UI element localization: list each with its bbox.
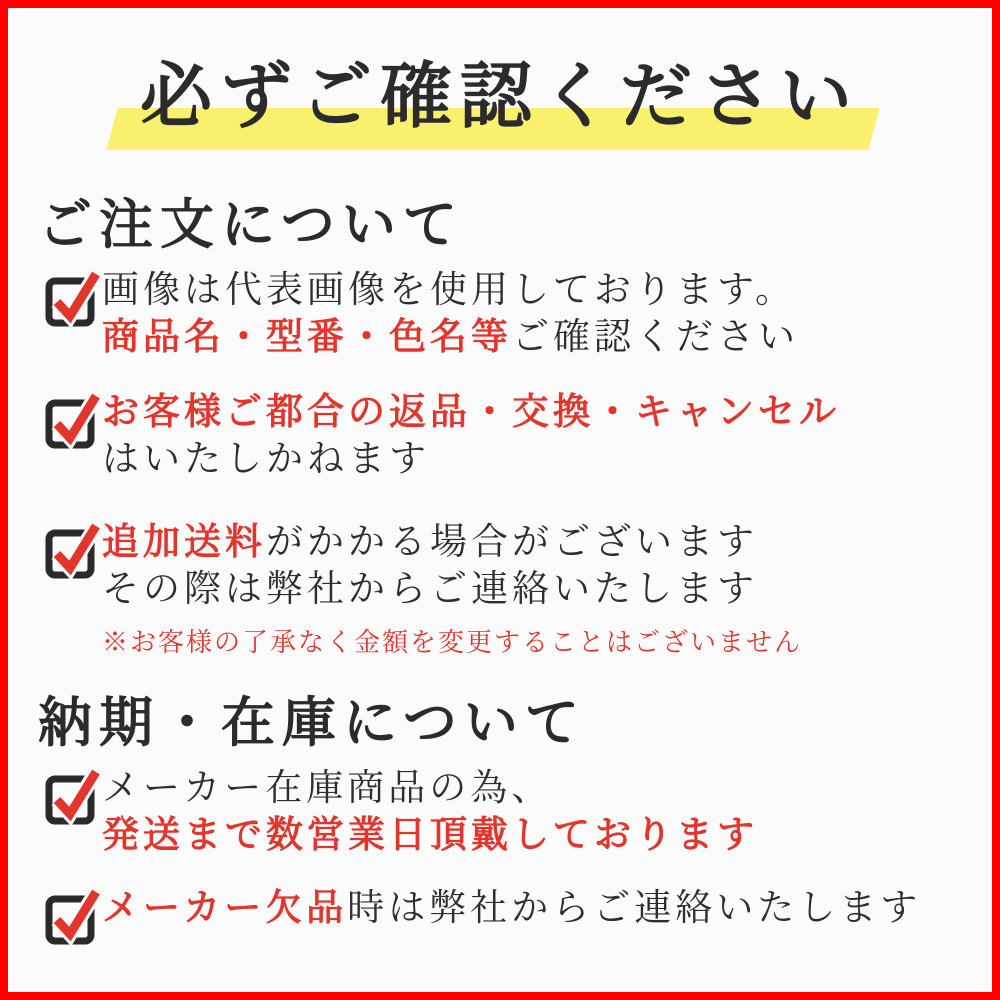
text-segment-emphasis: 商品名・型番・色名等 <box>102 316 512 358</box>
notice-item-text <box>102 388 840 483</box>
section-heading-stock: 納期・在庫について <box>38 693 586 753</box>
checked-checkbox-icon <box>44 266 100 328</box>
text-segment: 画像は代表画像を使用しております。 <box>102 270 797 311</box>
notice-line <box>102 766 758 813</box>
text-segment: がかかる場合がございます <box>266 522 758 563</box>
text-segment: ご確認ください <box>512 316 799 358</box>
text-segment: 時は弊社からご連絡いたします <box>347 888 922 929</box>
section-heading-order: ご注文について <box>38 195 464 255</box>
footnote: ※お客様の了承なく金額を変更することはございません <box>102 628 803 658</box>
notice-line <box>102 390 840 437</box>
text-segment: はいたしかねます <box>102 438 430 480</box>
notice-item <box>44 518 802 660</box>
text-segment-emphasis: 発送まで数営業日頂戴しております <box>102 814 758 856</box>
text-segment: メーカー在庫商品の為、 <box>102 768 553 809</box>
notice-line <box>102 437 840 484</box>
notice-item <box>44 764 758 859</box>
notice-line <box>102 886 921 933</box>
notice-item-text <box>102 266 799 361</box>
notice-line <box>102 520 802 567</box>
text-segment-emphasis: お客様ご都合の返品・交換・キャンセル <box>102 392 840 433</box>
notice-line <box>102 567 802 614</box>
notice-line <box>102 315 799 362</box>
notice-item-text <box>102 884 921 933</box>
notice-line <box>102 813 758 860</box>
checked-checkbox-icon <box>44 764 100 826</box>
notice-line <box>102 268 799 315</box>
notice-item <box>44 266 799 361</box>
notice-item-text <box>102 518 802 660</box>
checked-checkbox-icon <box>44 388 100 450</box>
notice-item <box>44 388 840 483</box>
checked-checkbox-icon <box>44 518 100 580</box>
text-segment-emphasis: メーカー欠品 <box>102 888 348 929</box>
title-highlight-band <box>106 108 879 150</box>
notice-item <box>44 884 921 946</box>
checked-checkbox-icon <box>44 884 100 946</box>
page-title: 必ずご確認ください <box>140 38 860 142</box>
text-segment-emphasis: 追加送料 <box>102 522 266 563</box>
title-area <box>0 38 1000 142</box>
notice-item-text <box>102 764 758 859</box>
text-segment: その際は弊社からご連絡いたします <box>102 568 758 610</box>
